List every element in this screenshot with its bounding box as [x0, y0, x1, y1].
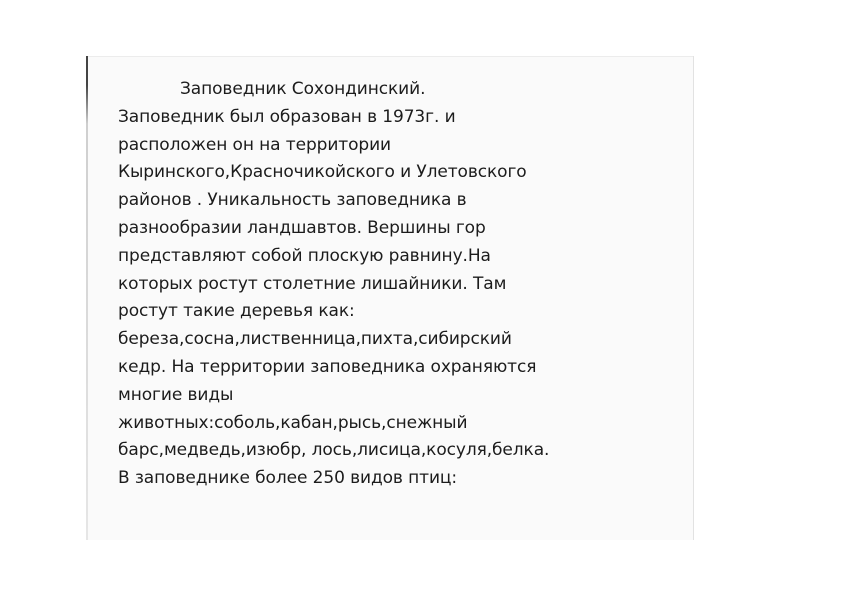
- text-line: расположен он на территории: [118, 134, 391, 155]
- text-line: разнообразии ландшавтов. Вершины гор: [118, 217, 486, 238]
- document-title: Заповедник Сохондинский.: [180, 79, 426, 99]
- text-line: ростут такие деревья как:: [118, 301, 355, 322]
- page-right-edge: [693, 56, 694, 540]
- text-line: многие виды: [118, 384, 234, 405]
- text-line: представляют собой плоскую равнину.На: [118, 245, 491, 266]
- text-line: барс,медведь,изюбр, лось,лисица,косуля,белка.: [118, 440, 550, 461]
- text-line: береза,сосна,лиственница,пихта,сибирский: [118, 329, 512, 350]
- text-line: которых ростут столетние лишайники. Там: [118, 273, 507, 294]
- text-line: В заповеднике более 250 видов птиц:: [118, 468, 457, 489]
- text-line: кедр. На территории заповедника охраняются: [118, 356, 537, 377]
- document-text: [118, 76, 558, 493]
- text-line: Кыринского,Красночикойского и Улетовского: [118, 162, 527, 183]
- text-line: Заповедник был образован в 1973г. и: [118, 106, 456, 127]
- text-line: животных:соболь,кабан,рысь,снежный: [118, 412, 468, 433]
- text-line: районов . Уникальность заповедника в: [118, 190, 467, 211]
- page-left-edge: [86, 56, 88, 540]
- page-top-edge: [86, 56, 694, 57]
